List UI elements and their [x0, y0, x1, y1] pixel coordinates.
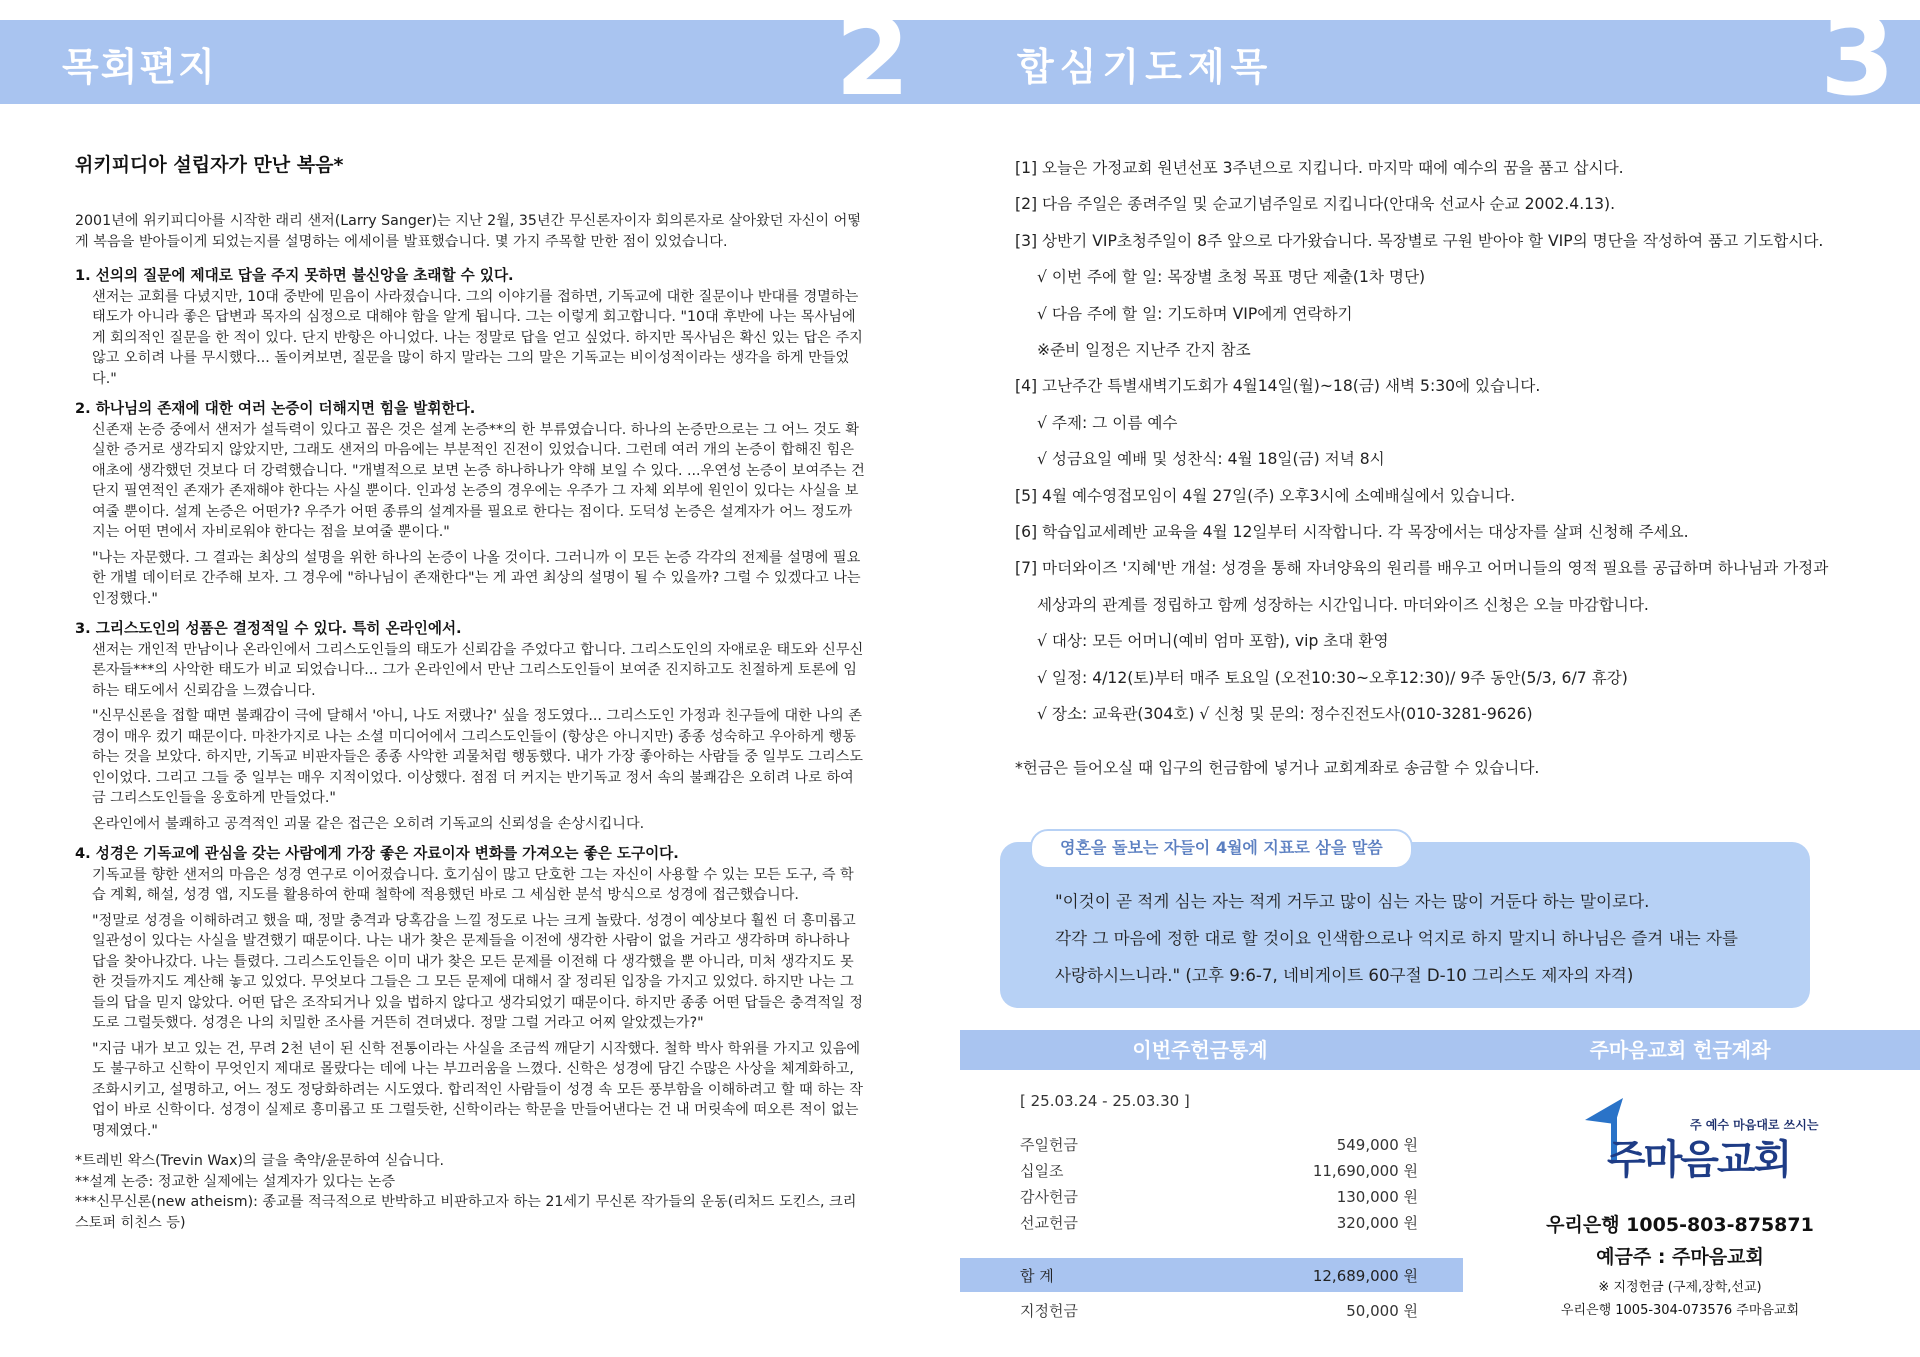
account-heading: 주마음교회 헌금계좌	[1440, 1030, 1920, 1070]
designated-account: 우리은행 1005-304-073576 주마음교회	[1560, 1303, 1800, 1318]
prayer-subitem: √ 장소: 교육관(304호) √ 신청 및 문의: 정수진전도사(010-3281-9626)	[1037, 705, 1533, 724]
designated-row	[1020, 1300, 1418, 1326]
page-title-right: 합심기도제목	[1017, 44, 1274, 89]
account-holder: 예금주 : 주마음교회	[1596, 1246, 1764, 1268]
stats-row	[1020, 1160, 1418, 1186]
prayer-subitem: √ 주제: 그 이름 예수	[1037, 413, 1178, 432]
stats-label: 감사헌금	[1020, 1188, 1078, 1206]
stats-label: 선교헌금	[1020, 1214, 1078, 1232]
prayer-item: [3] 상반기 VIP초청주일이 8주 앞으로 다가왔습니다. 목장별로 구원 받아야 할 VIP의 명단을 작성하여 품고 기도합시다.	[1015, 231, 1824, 250]
bank-account: 우리은행 1005-803-875871	[1546, 1214, 1814, 1236]
section-title: 2. 하나님의 존재에 대한 여러 논증이 더해지면 힘을 발휘한다.	[75, 400, 476, 417]
page-number-right: 3	[1820, 0, 1896, 120]
stats-period: [ 25.03.24 - 25.03.30 ]	[1020, 1092, 1190, 1110]
prayer-item: [1] 오늘은 가정교회 원년선포 3주년으로 지킵니다. 마지막 때에 예수의 꿈을 품고 삽시다.	[1015, 159, 1624, 177]
section-paragraph: 샌저는 개인적 만남이나 온라인에서 그리스도인들의 태도가 신뢰감을 주었다고 합니다. 그리스도인의 자애로운 태도와 신무신론자들***의 사악한 태도가 비교 되었습니다... 그가 온라인에서 만난 그리스도인들이 보여준 진지하고도 친절하게 토론에 임하는 태도에서 신뢰감을 느꼈습니다.	[92, 641, 864, 699]
section-paragraph: 기독교를 향한 샌저의 마음은 성경 연구로 이어졌습니다. 호기심이 많고 단호한 그는 자신이 사용할 수 있는 모든 도구, 즉 학습 계획, 해설, 성경 앱, 지도를 활용하여 한때 철학에 적용했던 바로 그 세심한 분석 방식으로 성경에 접근했습니다.	[92, 866, 854, 903]
verse-line: 각각 그 마음에 정한 대로 할 것이요 인색함으로나 억지로 하지 말지니 하나님은 즐겨 내는 자를	[1055, 929, 1738, 948]
pastor-letter	[75, 150, 865, 1233]
prayer-subitem: √ 다음 주에 할 일: 기도하며 VIP에게 연락하기	[1037, 304, 1353, 323]
offering-note: *헌금은 들어오실 때 입구의 헌금함에 넣거나 교회계좌로 송금할 수 있습니다.	[1015, 759, 1540, 777]
verse-line: 사랑하시느니라." (고후 9:6-7, 네비게이트 60구절 D-10 그리스도 제자의 자격)	[1055, 966, 1634, 985]
letter-section-1	[75, 266, 865, 389]
prayer-item: [7] 마더와이즈 '지혜'반 개설: 성경을 통해 자녀양육의 원리를 배우고 어머니들의 영적 필요를 공급하며 하나님과 가정과	[1015, 559, 1829, 578]
section-paragraph: 샌저는 교회를 다녔지만, 10대 중반에 믿음이 사라졌습니다. 그의 이야기를 접하면, 기독교에 대한 질문이나 반대를 경멸하는 태도가 아니라 좋은 답변과 목자의 심정으로 대해야 함을 알게 됩니다. 그는 이렇게 회고합니다. "10대 후반에 나는 목사님에게 회의적인 질문을 한 적이 있다. 단지 반항은 아니었다. 나는 정말로 답을 얻고 싶었다. 하지만 목사님은 확신 있는 답은 주지 않고 오히려 나를 무시했다... 돌이켜보면, 질문을 많이 하지 말라는 그의 말은 기독교는 비이성적이라는 생각을 하게 만들었다."	[92, 288, 863, 387]
verse-text	[1055, 883, 1795, 994]
prayer-subitem: √ 이번 주에 할 일: 목장별 초청 목표 명단 제출(1차 명단)	[1037, 268, 1426, 287]
letter-section-2	[75, 399, 865, 609]
stats-label: 십일조	[1020, 1162, 1064, 1180]
prayer-item: [6] 학습입교세례반 교육을 4월 12일부터 시작합니다. 각 목장에서는 대상자를 살펴 신청해 주세요.	[1015, 523, 1689, 542]
section-paragraph: 신존재 논증 중에서 샌저가 설득력이 있다고 꼽은 것은 설계 논증**의 한 부류였습니다. 하나의 논증만으로는 그 어느 것도 확실한 증거로 생각되지 않았지만, 그래도 샌저의 마음에는 부분적인 진전이 있었습니다. 그런데 여러 개의 논증이 합해진 힘은 애초에 생각했던 것보다 더 강력했습니다. "개별적으로 보면 논증 하나하나가 약해 보일 수 있다. ...우연성 논증이 보여주는 건 단지 필연적인 존재가 존재해야 한다는 사실 뿐이다. 인과성 논증의 경우에는 우주가 그 자체 외부에 원인이 있다는 사실을 보여줄 뿐이다. 설계 논증은 어떤가? 우주가 어떤 종류의 설계자를 필요로 한다는 점이다. 도덕성 논증은 설계자가 어느 정도까지는 어떤 면에서 자비로워야 한다는 점을 보여줄 뿐이다."	[92, 421, 865, 540]
section-paragraph: "정말로 성경을 이해하려고 했을 때, 정말 충격과 당혹감을 느낄 정도로 나는 크게 놀랐다. 성경이 예상보다 훨씬 더 흥미롭고 일관성이 있다는 사실을 발견했기 때문이다. 나는 내가 찾은 문제들을 이전에 생각한 사람이 없을 거라고 생각하며 하나하나 답을 찾아나갔다. 나는 틀렸다. 그리스도인들은 이미 내가 찾은 모든 문제를 이전해 다 생각했을 뿐 아니라, 미처 생각지도 못한 것들까지도 계산해 놓고 있었다. 무엇보다 그들은 그 모든 문제에 대해서 잘 정리된 입장을 가지고 있었다. 하지만 나는 그들의 답을 믿지 않았다. 어떤 답은 조작되거나 있을 법하지 않다고 생각되었기 때문이다. 하지만 종종 어떤 답들은 충격적일 정도로 그럴듯했다. 성경은 나의 치밀한 조사를 거뜬히 견뎌냈다. 정말 그럴 거라고 어찌 알았겠는가?"	[92, 912, 863, 1031]
footnote: *트레빈 왁스(Trevin Wax)의 글을 축약/윤문하여 싣습니다.	[75, 1153, 445, 1169]
article-intro: 2001년에 위키피디아를 시작한 래리 샌저(Larry Sanger)는 지난 2월, 35년간 무신론자이자 회의론자로 살아왔던 자신이 어떻게 복음을 받아들이게 되었는지를 설명하는 에세이를 발표했습니다. 몇 가지 주목할 만한 점이 있었습니다.	[75, 213, 861, 250]
church-logo-text: 주마음교회	[1607, 1137, 1791, 1183]
verse-line: "이것이 곧 적게 심는 자는 적게 거두고 많이 심는 자는 많이 거둔다 하는 말이로다.	[1055, 892, 1650, 911]
section-title: 1. 선의의 질문에 제대로 답을 주지 못하면 불신앙을 초래할 수 있다.	[75, 267, 514, 284]
stats-row	[1020, 1186, 1418, 1212]
letter-section-4	[75, 844, 865, 1141]
prayer-subitem: √ 성금요일 예배 및 성찬식: 4월 18일(금) 저녁 8시	[1037, 450, 1385, 469]
section-paragraph: "나는 자문했다. 그 결과는 최상의 설명을 위한 하나의 논증이 나올 것이다. 그러니까 이 모든 논증 각각의 전제를 설명에 필요한 개별 데이터로 간주해 보자. 그 경우에 "하나님이 존재한다"는 게 과연 최상의 설명이 될 수 있을까? 그럴 수 있겠다고 나는 인정했다."	[92, 549, 861, 607]
total-value: 12,689,000 원	[1312, 1267, 1418, 1285]
section-paragraph: "지금 내가 보고 있는 건, 무려 2천 년이 된 신학 전통이라는 사실을 조금씩 깨닫기 시작했다. 철학 박사 학위를 가지고 있음에도 불구하고 신학이 무엇인지 제대로 몰랐다는 데에 나는 부끄러움을 느꼈다. 신학은 성경에 담긴 수많은 사상을 체계화하고, 조화시키고, 설명하고, 어느 정도 정당화하려는 시도였다. 합리적인 사람들이 성경 속 모든 풍부함을 이해하려고 할 때 하는 작업이 바로 신학이다. 성경이 실제로 흥미롭고 또 그럴듯한, 신학이라는 학문을 만들어낸다는 건 내 머릿속에 떠오른 적이 없는 명제였다."	[92, 1040, 863, 1139]
page-number-left: 2	[835, 0, 911, 120]
prayer-subitem: ※준비 일정은 지난주 간지 참조	[1037, 341, 1251, 360]
page-title-left: 목회편지	[62, 44, 217, 89]
prayer-subitem: √ 일정: 4/12(토)부터 매주 토요일 (오전10:30~오후12:30)/ 9주 동안(5/3, 6/7 휴강)	[1037, 668, 1628, 687]
footnote: **설계 논증: 정교한 실제에는 설계자가 있다는 논증	[75, 1173, 396, 1190]
footnote: ***신무신론(new atheism): 종교를 적극적으로 반박하고 비판하고자 하는 21세기 무신론 작가들의 운동(리처드 도킨스, 크리스토퍼 히친스 등)	[75, 1194, 857, 1231]
stats-row	[1020, 1134, 1418, 1160]
section-title: 3. 그리스도인의 성품은 결정적일 수 있다. 특히 온라인에서.	[75, 620, 462, 637]
prayer-topics-list	[1015, 150, 1875, 733]
stats-row	[1020, 1212, 1418, 1238]
footnotes	[75, 1151, 865, 1233]
stats-label: 주일헌금	[1020, 1136, 1078, 1154]
article-title: 위키피디아 설립자가 만난 복음*	[75, 154, 344, 176]
section-paragraph: "신무신론을 접할 때면 불쾌감이 극에 달해서 '아니, 나도 저랬나?' 싶을 정도였다... 그리스도인 가정과 친구들에 대한 나의 존경이 매우 컸기 때문이다. 마찬가지로 나는 소셜 미디어에서 그리스도인들이 (항상은 아니지만) 종종 성숙하고 우아하게 행동하는 것을 보았다. 하지만, 기독교 비판자들은 종종 사악한 괴물처럼 행동했다. 내가 가장 좋아하는 사람들 중 일부도 그리스도인이었다. 그리고 그들 중 일부는 매우 지적이었다. 이상했다. 점점 더 커지는 반기독교 정서 속의 불쾌감은 오히려 나로 하여금 그리스도인들을 옹호하게 만들었다."	[92, 708, 863, 806]
stats-value: 320,000 원	[1336, 1214, 1418, 1232]
designated-value: 50,000 원	[1346, 1302, 1418, 1320]
total-label: 합 계	[1020, 1267, 1054, 1285]
designated-note: ※ 지정헌금 (구제,장학,선교)	[1598, 1280, 1762, 1295]
offering-stats-heading: 이번주헌금통계	[960, 1030, 1440, 1070]
stats-value: 130,000 원	[1336, 1188, 1418, 1206]
stats-value: 11,690,000 원	[1312, 1162, 1418, 1180]
letter-section-3	[75, 619, 865, 834]
logo-tagline: 주 예수 마음대로 쓰시는	[1690, 1118, 1819, 1132]
prayer-item: [5] 4월 예수영접모임이 4월 27일(주) 오후3시에 소예배실에서 있습니다.	[1015, 486, 1516, 505]
prayer-item: [4] 고난주간 특별새벽기도회가 4월14일(월)~18(금) 새벽 5:30에 있습니다.	[1015, 377, 1541, 396]
designated-label: 지정헌금	[1020, 1302, 1078, 1320]
prayer-subitem: √ 대상: 모든 어머니(예비 엄마 포함), vip 초대 환영	[1037, 632, 1389, 651]
prayer-item: [2] 다음 주일은 종려주일 및 순교기념주일로 지킵니다(안대욱 선교사 순교 2002.4.13).	[1015, 195, 1616, 214]
verse-heading: 영혼을 돌보는 자들이 4월에 지표로 삼을 말씀	[1030, 829, 1413, 869]
prayer-item-continuation: 세상과의 관계를 정립하고 함께 성장하는 시간입니다. 마더와이즈 신청은 오늘 마감합니다.	[1037, 595, 1649, 614]
section-paragraph: 온라인에서 불쾌하고 공격적인 괴물 같은 접근은 오히려 기독교의 신뢰성을 손상시킵니다.	[92, 815, 645, 832]
stats-value: 549,000 원	[1336, 1136, 1418, 1154]
section-title: 4. 성경은 기독교에 관심을 갖는 사람에게 가장 좋은 자료이자 변화를 가져오는 좋은 도구이다.	[75, 845, 679, 862]
